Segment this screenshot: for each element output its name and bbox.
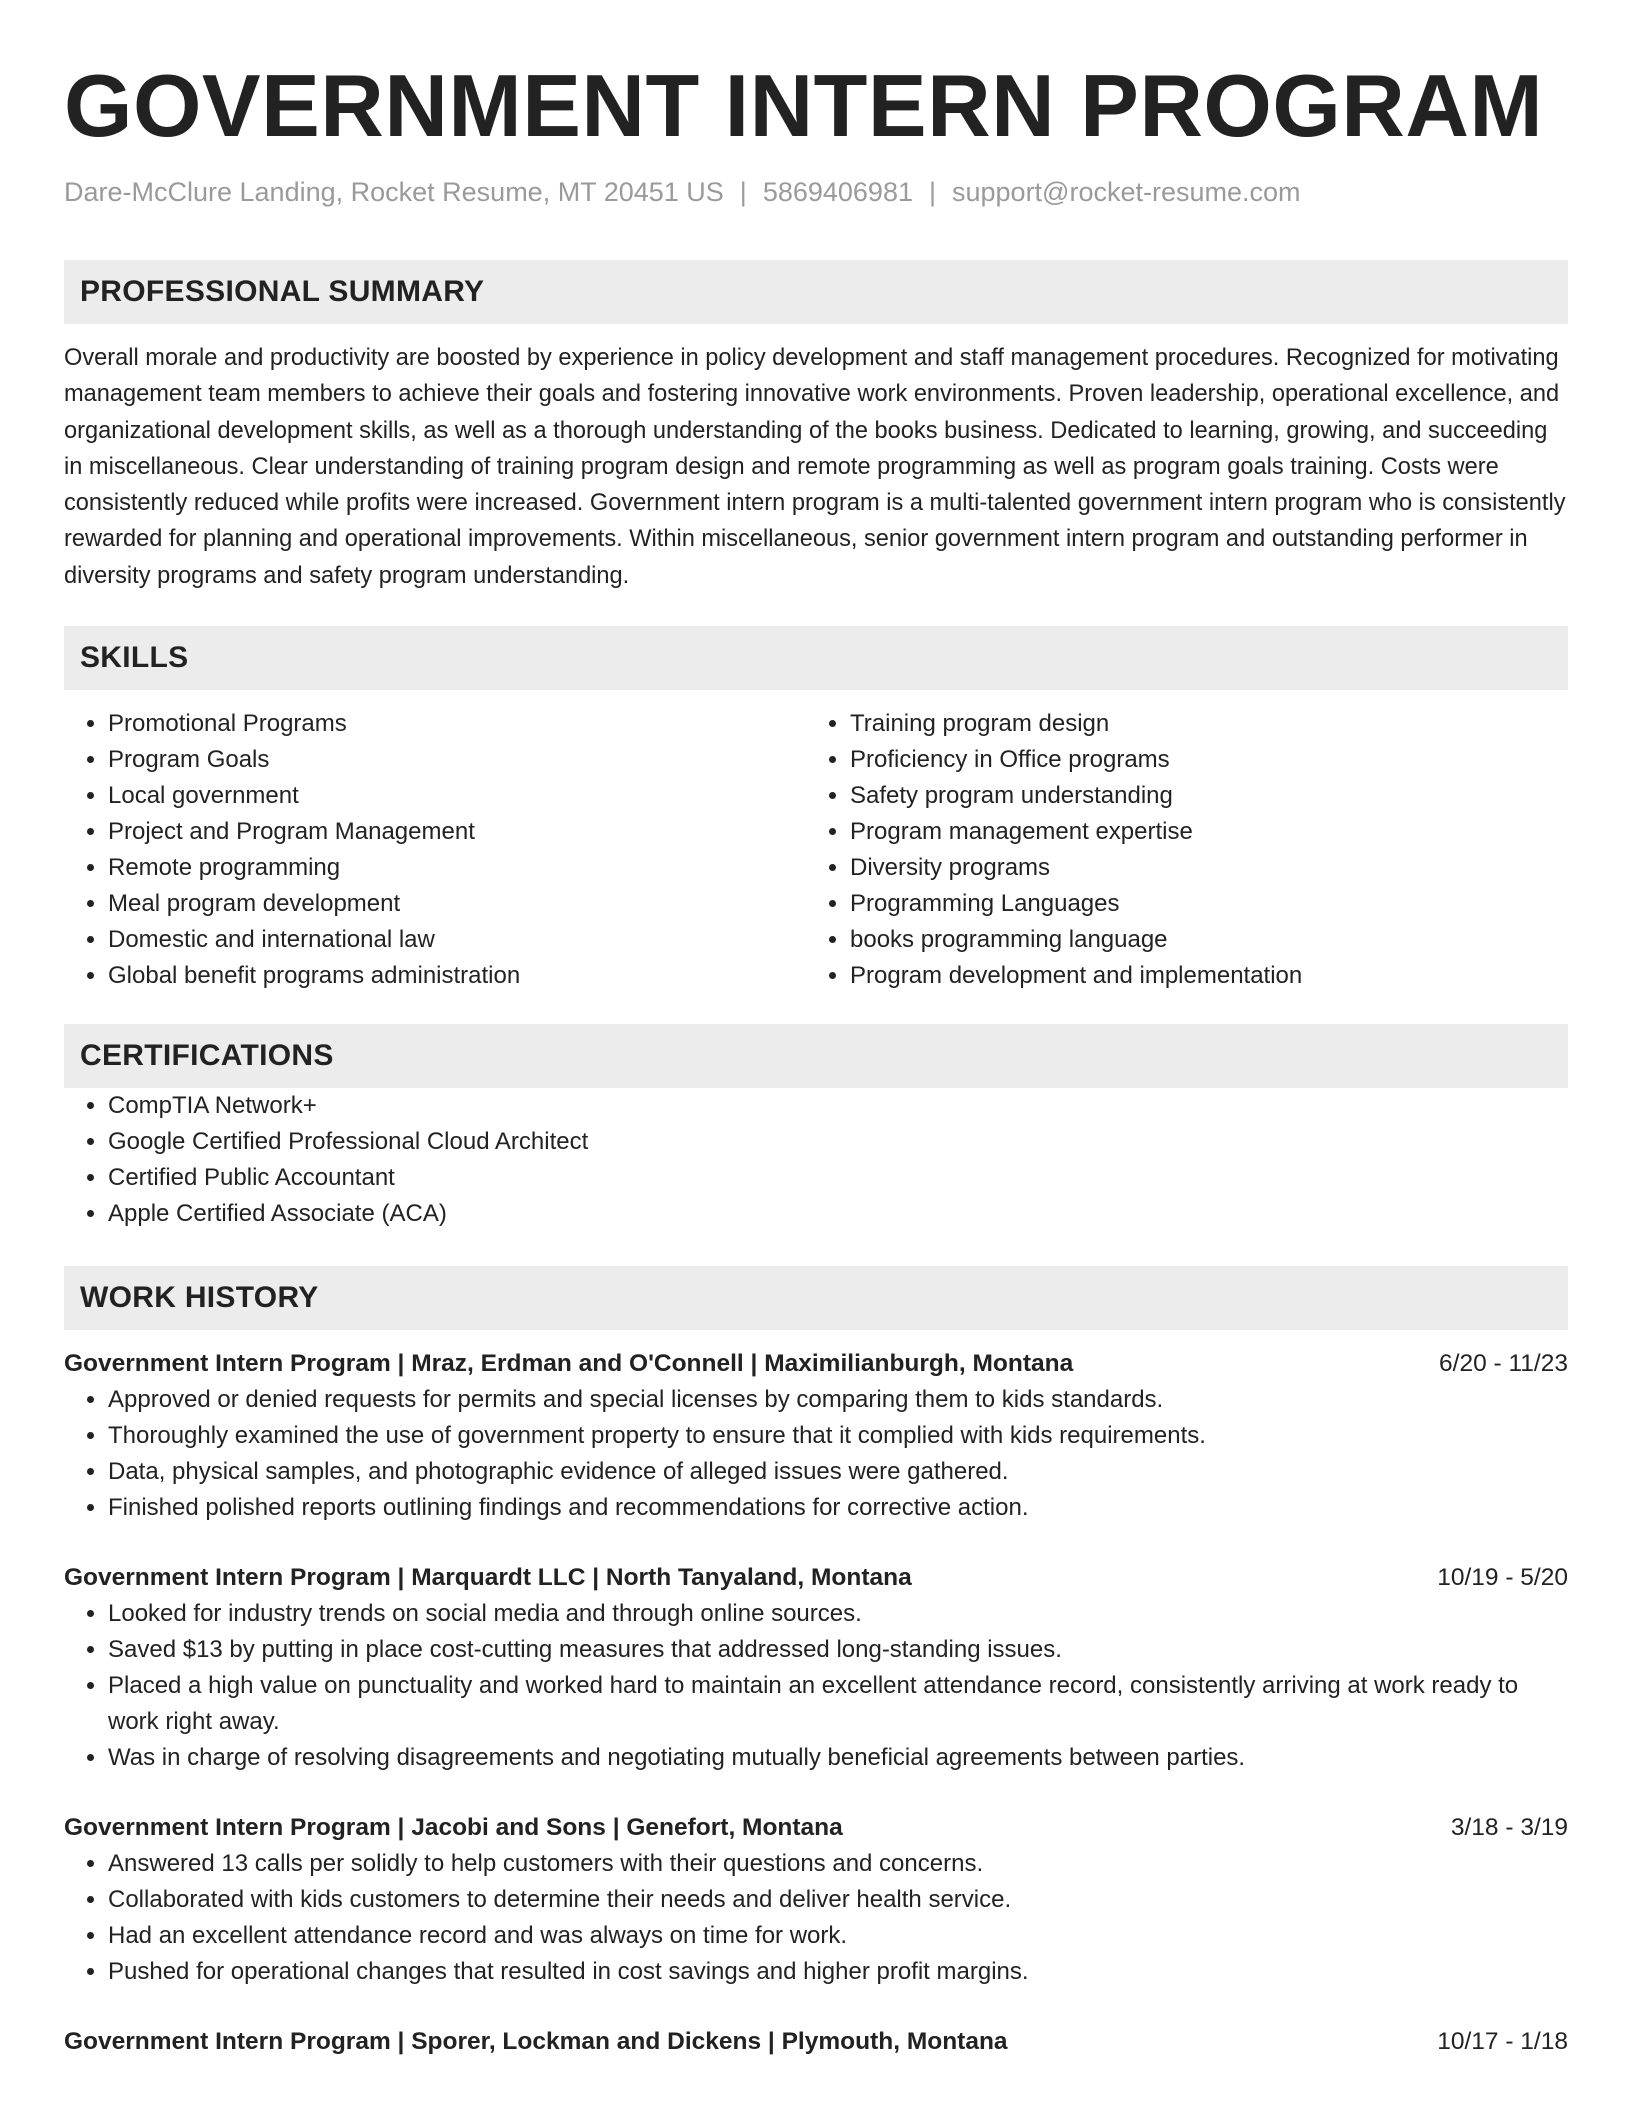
certification-item: • Google Certified Professional Cloud Architect xyxy=(108,1124,1568,1160)
contact-phone: 5869406981 xyxy=(762,177,913,207)
summary-text: Overall morale and productivity are boosted by experience in policy development and staff management procedures. Recognized for motivating management team members to achieve their goals and fostering innovative work environments. Proven leadership, operational excellence, and organizational development skills, as well as a thorough understanding of the books business. Dedicated to learning, growing, and succeeding in miscellaneous. Clear understanding of training program design and remote programming as well as program goals training. Costs were consistently reduced while profits were increased. Government intern program is a multi-talented government intern program who is consistently rewarded for planning and operational improvements. Within miscellaneous, senior government intern program and outstanding performer in diversity programs and safety program understanding. xyxy=(64,345,1566,589)
skill-item: • Domestic and international law xyxy=(108,922,806,958)
job-bullet: • Finished polished reports outlining findings and recommendations for corrective action. xyxy=(108,1490,1568,1526)
skill-item: • books programming language xyxy=(850,922,1548,958)
job-dates: 6/20 - 11/23 xyxy=(1439,1350,1568,1378)
job-title: Government Intern Program | Sporer, Lockman and Dickens | Plymouth, Montana xyxy=(64,2028,1008,2056)
job-bullet: • Was in charge of resolving disagreements and negotiating mutually beneficial agreements between parties. xyxy=(108,1740,1568,1776)
job-dates: 10/17 - 1/18 xyxy=(1437,2028,1568,2056)
job-entry xyxy=(64,2024,1568,2060)
contact-email: support@rocket-resume.com xyxy=(952,177,1301,207)
job-entry xyxy=(64,1560,1568,1776)
skill-item: • Training program design xyxy=(850,706,1548,742)
job-dates: 3/18 - 3/19 xyxy=(1450,1814,1568,1842)
job-bullet: • Data, physical samples, and photographic evidence of alleged issues were gathered. xyxy=(108,1454,1568,1490)
job-header xyxy=(64,1810,1568,1846)
resume-name: GOVERNMENT INTERN PROGRAM xyxy=(64,56,1544,155)
contact-line xyxy=(64,174,1568,210)
section-header-skills xyxy=(64,626,1568,690)
job-bullet: • Collaborated with kids customers to determine their needs and deliver health service. xyxy=(108,1882,1568,1918)
certification-item: • CompTIA Network+ xyxy=(108,1088,1568,1124)
section-title: WORK HISTORY xyxy=(80,1281,319,1315)
certification-item: • Certified Public Accountant xyxy=(108,1160,1568,1196)
skills-column-left xyxy=(64,706,806,994)
job-header xyxy=(64,2024,1568,2060)
skill-item: • Project and Program Management xyxy=(108,814,806,850)
job-title: Government Intern Program | Mraz, Erdman and O'Connell | Maximilianburgh, Montana xyxy=(64,1350,1074,1378)
job-title: Government Intern Program | Marquardt LLC | North Tanyaland, Montana xyxy=(64,1564,912,1592)
job-bullet: • Saved $13 by putting in place cost-cutting measures that addressed long-standing issues. xyxy=(108,1632,1568,1668)
skill-item: • Promotional Programs xyxy=(108,706,806,742)
job-bullet: • Had an excellent attendance record and was always on time for work. xyxy=(108,1918,1568,1954)
job-title: Government Intern Program | Jacobi and Sons | Genefort, Montana xyxy=(64,1814,843,1842)
contact-address: Dare-McClure Landing, Rocket Resume, MT 20451 US xyxy=(64,177,724,207)
section-title: SKILLS xyxy=(80,641,189,675)
job-bullet: • Thoroughly examined the use of government property to ensure that it complied with kids requirements. xyxy=(108,1418,1568,1454)
skills-list-left xyxy=(64,706,806,994)
section-header-summary xyxy=(64,260,1568,324)
skill-item: • Diversity programs xyxy=(850,850,1548,886)
job-dates: 10/19 - 5/20 xyxy=(1437,1564,1568,1592)
certification-item: • Apple Certified Associate (ACA) xyxy=(108,1196,1568,1232)
skills-grid xyxy=(64,706,1568,994)
skill-item: • Local government xyxy=(108,778,806,814)
job-bullets xyxy=(64,1846,1568,1990)
job-entry xyxy=(64,1810,1568,1990)
skill-item: • Remote programming xyxy=(108,850,806,886)
skills-list-right xyxy=(806,706,1548,994)
job-bullets xyxy=(64,1382,1568,1526)
skill-item: • Global benefit programs administration xyxy=(108,958,806,994)
section-header-certifications xyxy=(64,1024,1568,1088)
job-bullet: • Pushed for operational changes that resulted in cost savings and higher profit margins. xyxy=(108,1954,1568,1990)
skills-column-right xyxy=(806,706,1548,994)
section-header-work-history xyxy=(64,1266,1568,1330)
skill-item: • Programming Languages xyxy=(850,886,1548,922)
job-header xyxy=(64,1346,1568,1382)
contact-separator: | xyxy=(928,177,936,207)
skill-item: • Meal program development xyxy=(108,886,806,922)
section-title: CERTIFICATIONS xyxy=(80,1039,334,1073)
skill-item: • Safety program understanding xyxy=(850,778,1548,814)
skill-item: • Program Goals xyxy=(108,742,806,778)
skill-item: • Program management expertise xyxy=(850,814,1548,850)
job-header xyxy=(64,1560,1568,1596)
job-bullet: • Answered 13 calls per solidly to help customers with their questions and concerns. xyxy=(108,1846,1568,1882)
skill-item: • Proficiency in Office programs xyxy=(850,742,1548,778)
certifications-list xyxy=(64,1088,1568,1232)
job-bullet: • Approved or denied requests for permits and special licenses by comparing them to kids standards. xyxy=(108,1382,1568,1418)
job-entry xyxy=(64,1346,1568,1526)
section-title: PROFESSIONAL SUMMARY xyxy=(80,275,485,308)
skill-item: • Program development and implementation xyxy=(850,958,1548,994)
job-bullet: • Looked for industry trends on social media and through online sources. xyxy=(108,1596,1568,1632)
job-bullet: • Placed a high value on punctuality and worked hard to maintain an excellent attendance record, consistently arriving at work ready to work right away. xyxy=(108,1668,1568,1740)
job-bullets xyxy=(64,1596,1568,1776)
contact-separator: | xyxy=(739,177,747,207)
